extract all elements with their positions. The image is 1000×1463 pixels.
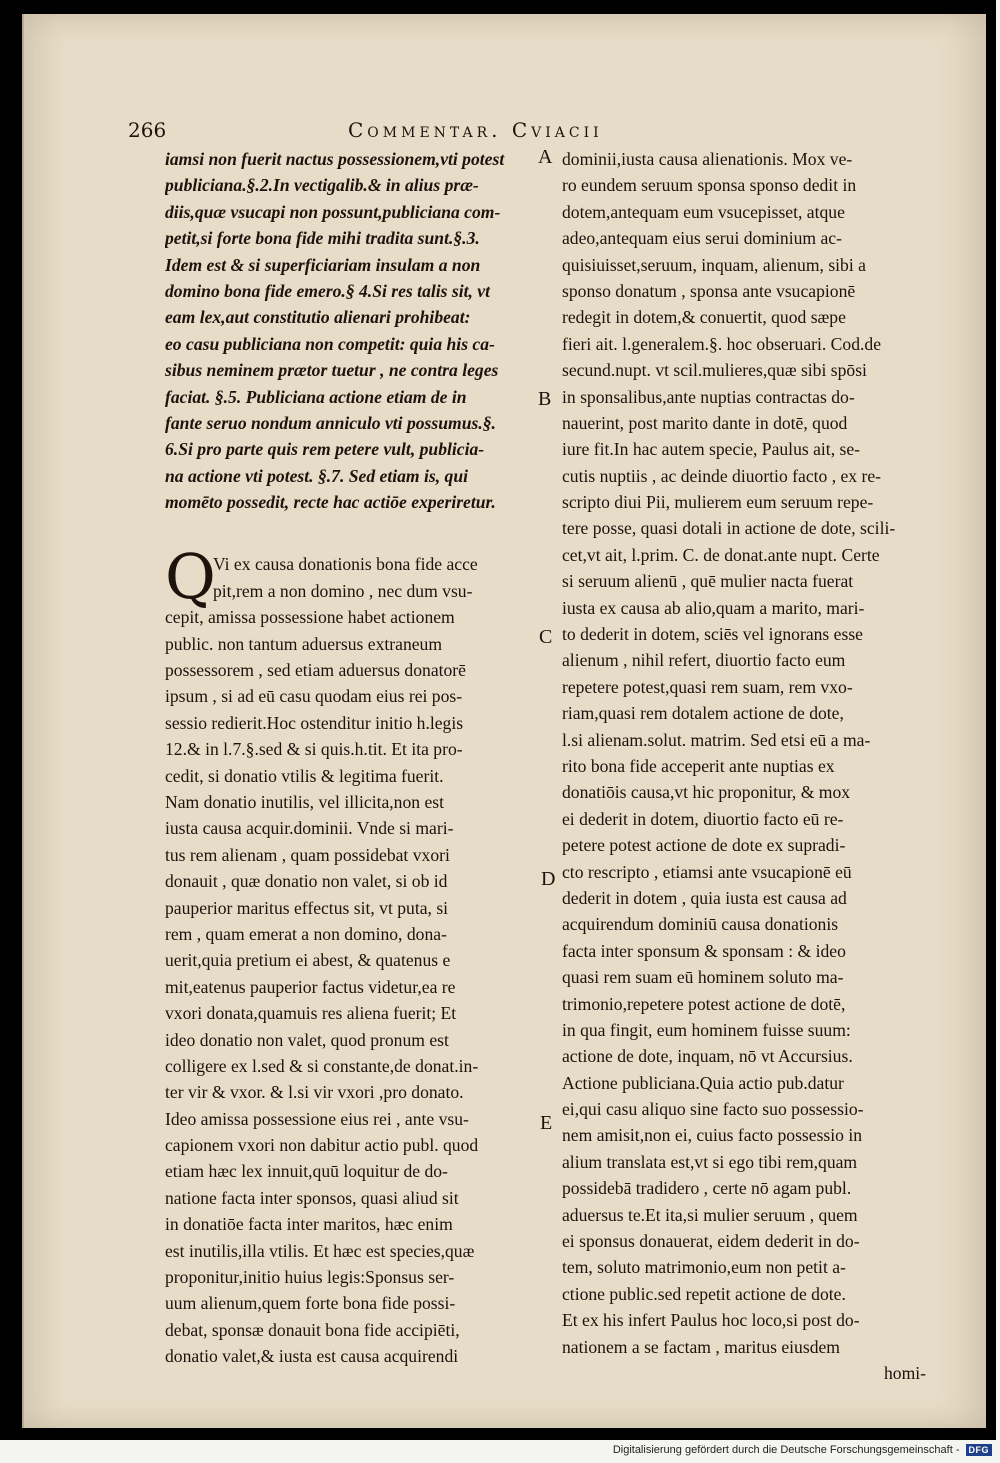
text-line: cto rescripto , etiamsi ante vsucapionē eū [562, 861, 852, 882]
text-line: rito bona fide acceperit ante nuptias ex [562, 755, 835, 776]
text-line: ideo donatio non valet, quod pronum est [165, 1029, 449, 1050]
summary-line: publiciana.§.2.In vectigalib.& in alius præ- [165, 175, 479, 196]
margin-letter-e: E [540, 1112, 553, 1134]
text-line: petere potest actione de dote ex supradi- [562, 835, 846, 856]
text-line: acquirendum dominiū causa donationis [562, 914, 839, 935]
text-line: to dederit in dotem, sciēs vel ignorans esse [562, 624, 863, 645]
page-number: 266 [128, 118, 167, 142]
text-line: donauit , quæ donatio non valet, si ob id [165, 871, 448, 892]
summary-line: domino bona fide emero.§ 4.Si res talis sit, vt [165, 280, 491, 301]
text-line: ro eundem seruum sponsa sponso dedit in [562, 175, 857, 196]
text-line: redegit in dotem,& conuertit, quod sæpe [562, 307, 846, 328]
summary-line: Idem est & si superficiariam insulam a non [165, 254, 481, 275]
summary-line: 6.Si pro parte quis rem petere vult, publicia- [165, 439, 485, 460]
text-line: actione de dote, inquam, nō vt Accursius. [562, 1046, 853, 1067]
summary-block [165, 146, 537, 515]
text-line: aduersus te.Et ita,si mulier seruum , quem [562, 1204, 858, 1225]
text-line: nationem a se factam , maritus eiusdem [562, 1336, 840, 1357]
text-line: iure fit.In hac autem specie, Paulus ait, se- [562, 439, 861, 460]
text-line: quasi rem suam eū hominem soluto ma- [562, 967, 844, 988]
margin-letter-d: D [541, 868, 556, 890]
text-line: colligere ex l.sed & si constante,de donat.in- [165, 1055, 479, 1076]
text-line: in donatiōe facta inter maritos, hæc enim [165, 1214, 453, 1235]
text-line: Nam donatio inutilis, vel illicita,non est [165, 791, 445, 812]
summary-line: iamsi non fuerit nactus possessionem,vti potest [165, 149, 505, 169]
text-line: dominii,iusta causa alienationis. Mox ve- [562, 149, 853, 169]
text-line: si seruum alienū , quē mulier nacta fuerat [562, 571, 854, 592]
text-line: in qua fingit, eum hominem fuisse suum: [562, 1019, 851, 1040]
text-line: est inutilis,illa vtilis. Et hæc est species,quæ [165, 1240, 475, 1261]
text-line: ter vir & vxor. & l.si vir vxori ,pro donato. [165, 1082, 464, 1103]
summary-line: diis,quæ vsucapi non possunt,publiciana com- [165, 201, 501, 222]
digitization-footer [613, 1441, 992, 1459]
text-line: Actione publiciana.Quia actio pub.datur [562, 1072, 844, 1093]
text-line: ctione public.sed repetit actione de dote. [562, 1283, 846, 1304]
commentary-body [165, 540, 537, 1369]
drop-capital: Q [165, 540, 216, 614]
text-line: proponitur,initio huius legis:Sponsus ser- [165, 1267, 455, 1288]
summary-line: petit,si forte bona fide mihi tradita sunt.§.3. [165, 228, 480, 249]
text-line: possidebā tradidero , certe nō agam publ. [562, 1178, 852, 1199]
text-line: capionem vxori non dabitur actio publ. quod [165, 1135, 479, 1156]
text-line: repetere potest,quasi rem suam, rem vxo- [562, 676, 853, 697]
text-line: dederit in dotem , quia iusta est causa ad [562, 887, 847, 908]
text-line: uerit,quia pretium ei abest, & quatenus e [165, 950, 451, 971]
text-line: tus rem alienam , quam possidebat vxori [165, 844, 450, 865]
text-line: cutis nuptiis , ac deinde diuortio facto , ex re- [562, 465, 882, 486]
text-line: in sponsalibus,ante nuptias contractas do- [562, 386, 855, 407]
text-line: sessio redierit.Hoc ostenditur initio h.legis [165, 712, 464, 733]
dfg-logo-icon: DFG [966, 1444, 993, 1456]
text-line: uum alienum,quem forte bona fide possi- [165, 1293, 456, 1314]
text-line: dotem,antequam eum vsucepisset, atque [562, 201, 845, 222]
text-line: cepit, amissa possessione habet actionem [165, 607, 455, 628]
text-line: rem , quam emerat a non domino, dona- [165, 923, 447, 944]
text-line: ei,qui casu aliquo sine facto suo possessio- [562, 1099, 864, 1120]
text-line: cedit, si donatio vtilis & legitima fuerit. [165, 765, 444, 786]
page-header [128, 118, 938, 144]
text-line: etiam hæc lex innuit,quū loquitur de do- [165, 1161, 448, 1182]
text-line: ei dederit in dotem, diuortio facto eū re- [562, 808, 844, 829]
text-line: donatio valet,& iusta est causa acquirendi [165, 1346, 459, 1367]
text-line: scripto diui Pii, mulierem eum seruum repe- [562, 492, 874, 513]
right-column [562, 146, 926, 1386]
text-line: tere posse, quasi dotali in actione de dote, scili- [562, 518, 896, 539]
text-line: iusta ex causa ab alio,quam a marito, mari- [562, 597, 865, 618]
footer-text: Digitalisierung gefördert durch die Deutsche Forschungsgemeinschaft - [612, 1444, 960, 1456]
text-line: vxori donata,quamuis res aliena fuerit; Et [165, 1003, 457, 1024]
text-line: Ideo amissa possessione eius rei , ante vsu- [165, 1108, 469, 1129]
running-title: Commentar. Cviacii [348, 118, 603, 142]
text-line: 12.& in l.7.§.sed & si quis.h.tit. Et ita pro- [165, 739, 463, 760]
text-line: pauperior maritus effectus sit, vt puta, si [165, 897, 449, 918]
text-line: alium translata est,vt si ego tibi rem,quam [562, 1151, 858, 1172]
text-line: sponso donatum , sponsa ante vsucapionē [562, 280, 856, 301]
margin-letter-b: B [538, 388, 552, 410]
margin-letter-c: C [539, 626, 553, 648]
margin-letter-a: A [538, 146, 553, 168]
text-line: tem, soluto matrimonio,eum non petit a- [562, 1257, 846, 1278]
left-column [165, 146, 537, 1370]
text-line: debat, sponsæ donauit bona fide accipiēti, [165, 1319, 460, 1340]
text-line: pit,rem a non domino , nec dum vsu- [213, 580, 473, 601]
summary-line: sibus neminem prætor tuetur , ne contra leges [165, 360, 499, 381]
text-line: natione facta inter sponsos, quasi aliud sit [165, 1187, 459, 1208]
summary-line: faciat. §.5. Publiciana actione etiam de in [165, 386, 467, 407]
text-line: riam,quasi rem dotalem actione de dote, [562, 703, 844, 724]
summary-line: momēto possedit, recte hac actiōe experiretur. [165, 492, 496, 513]
text-line: secund.nupt. vt scil.mulieres,quæ sibi spōsi [562, 360, 867, 381]
text-line: ipsum , si ad eū casu quodam eius rei pos- [165, 686, 463, 707]
text-line: iusta causa acquir.dominii. Vnde si mari- [165, 818, 454, 839]
summary-line: eo casu publiciana non competit: quia his ca- [165, 333, 495, 354]
text-line: cet,vt ait, l.prim. C. de donat.ante nupt. Certe [562, 544, 880, 565]
text-line: adeo,antequam eius serui dominium ac- [562, 228, 842, 249]
catchword: homi- [883, 1362, 926, 1383]
text-line: possessorem , sed etiam aduersus donatorē [165, 660, 466, 681]
text-line: ei sponsus donauerat, eidem dederit in do- [562, 1231, 860, 1252]
summary-line: na actione vti potest. §.7. Sed etiam is, qui [165, 465, 469, 486]
text-line: l.si alienam.solut. matrim. Sed etsi eū a ma- [562, 729, 871, 750]
text-line: alienum , nihil refert, diuortio facto eum [562, 650, 846, 671]
text-line: donatiōis causa,vt hic proponitur, & mox [562, 782, 851, 803]
text-line: nem amisit,non ei, cuius facto possessio in [562, 1125, 863, 1146]
text-line: facta inter sponsum & sponsam : & ideo [562, 940, 846, 961]
text-line: Vi ex causa donationis bona fide acce [213, 554, 478, 575]
text-line: mit,eatenus pauperior factus videtur,ea re [165, 976, 456, 997]
text-line: quisiuisset,seruum, inquam, alienum, sibi a [562, 254, 866, 275]
text-line: nauerint, post marito dante in dotē, quod [562, 412, 848, 433]
text-line: fieri ait. l.generalem.§. hoc obseruari. Cod.de [562, 333, 882, 354]
text-line: trimonio,repetere potest actione de dotē, [562, 993, 846, 1014]
text-line: public. non tantum aduersus extraneum [165, 633, 443, 654]
text-line: Et ex his infert Paulus hoc loco,si post do- [562, 1310, 860, 1331]
summary-line: eam lex,aut constitutio alienari prohibeat: [165, 307, 471, 328]
summary-line: fante seruo nondum anniculo vti possumus.§. [165, 412, 496, 433]
